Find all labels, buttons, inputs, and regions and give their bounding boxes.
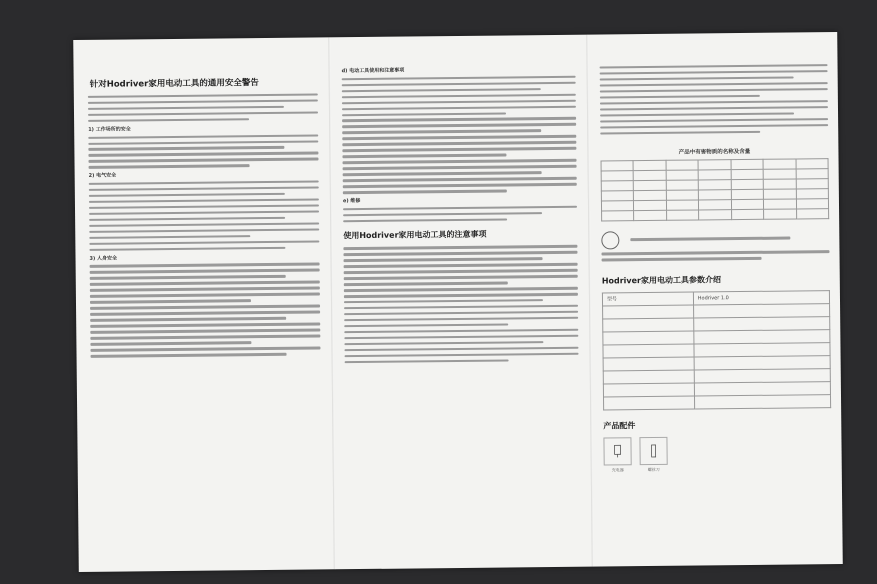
section-tool-use: d) 电动工具使用和注意事项 bbox=[341, 67, 405, 75]
hazard-table-title: 产品中有害物质的名称及含量 bbox=[678, 149, 751, 156]
section-personal-safety: 3) 人身安全 bbox=[89, 255, 118, 262]
accessories-title: 产品配件 bbox=[603, 420, 636, 431]
accessory-label: 充电器 bbox=[611, 466, 624, 473]
hazard-substance-table bbox=[601, 158, 830, 221]
params-table bbox=[602, 290, 831, 410]
section-electrical-safety: 2) 电气安全 bbox=[88, 172, 117, 180]
charger-icon bbox=[603, 437, 631, 465]
section-maintenance: e) 维修 bbox=[342, 198, 361, 205]
panel-safety-warnings bbox=[73, 37, 333, 572]
panel2-title: 使用Hodriver家用电动工具的注意事项 bbox=[343, 229, 487, 241]
accessory-label: 螺丝刀 bbox=[647, 466, 660, 472]
panel-specifications bbox=[589, 32, 843, 567]
screwdriver-icon bbox=[639, 437, 667, 465]
table-row bbox=[603, 394, 830, 409]
section-workplace-safety: 1) 工作场所的安全 bbox=[88, 126, 131, 133]
params-title: Hodriver家用电动工具参数介绍 bbox=[601, 274, 722, 286]
instruction-leaflet bbox=[73, 32, 843, 572]
eco-circle-icon bbox=[601, 231, 619, 249]
panel-usage-notes bbox=[331, 35, 591, 570]
table-row: 型号 Hodriver 1.0 bbox=[602, 290, 829, 305]
panel1-title: 针对Hodriver家用电动工具的通用安全警告 bbox=[89, 78, 259, 90]
